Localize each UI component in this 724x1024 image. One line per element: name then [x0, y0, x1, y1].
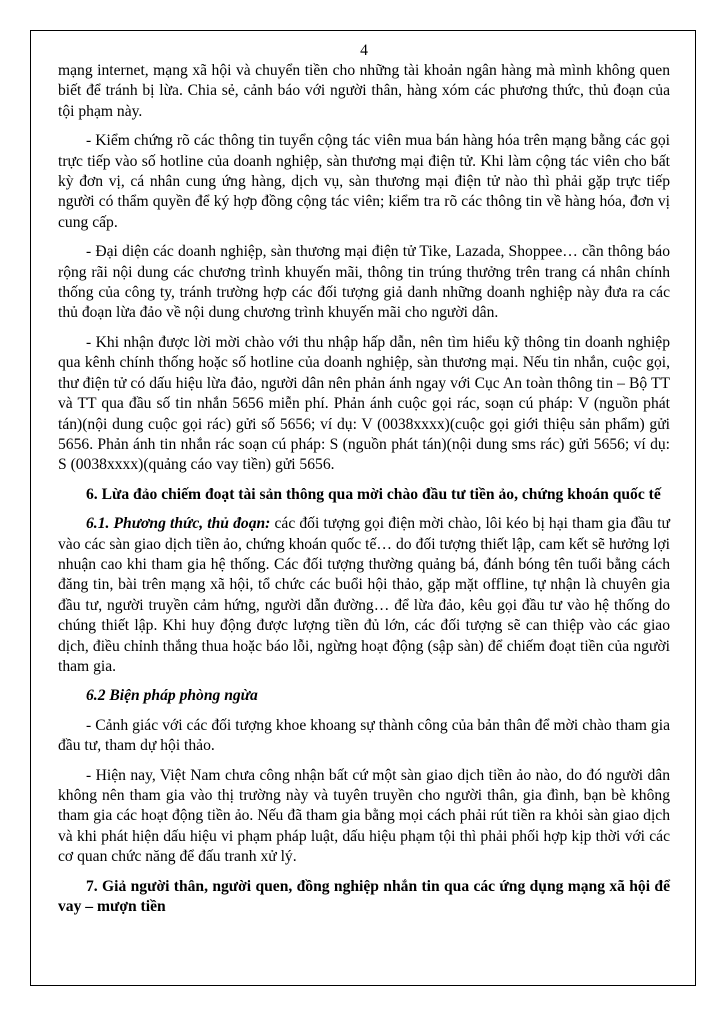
paragraph-continuation: mạng internet, mạng xã hội và chuyển tiền cho những tài khoản ngân hàng mà mình không quen biết để tránh bị lừa. Chia sẻ, cảnh báo với người thân, hàng xóm các phương thức, thủ đoạn của tội phạm này.: [58, 62, 670, 120]
page-number: 4: [360, 42, 368, 59]
section-6-2-paragraph-2: - Hiện nay, Việt Nam chưa công nhận bất cứ một sàn giao dịch tiền ảo nào, do đó người dân không nên tham gia vào thị trường này và tuyên truyền cho người thân, gia đình, bạn bè không tham gia các hoạt động tiền ảo. Nếu đã tham gia bằng mọi cách phải rút tiền ra khỏi sàn giao dịch và khi phát hiện dấu hiệu vi phạm pháp luật, dấu hiệu phạm tội thì phải phối hợp kịp thời với các cơ quan chức năng để đấu tranh xử lý.: [58, 766, 670, 866]
paragraph-ecommerce-representatives: - Đại diện các doanh nghiệp, sàn thương mại điện tử Tike, Lazada, Shoppee… cần thông báo rộng rãi nội dung các chương trình khuyến mãi, thông tin trúng thưởng trên trang cá nhân chính thống của công ty, tránh trường hợp các đối tượng giả danh những doanh nghiệp này đưa ra các thủ đoạn lừa đảo về nội dung chương trình khuyến mãi cho người dân.: [58, 243, 670, 322]
section-6-2-paragraph-1: - Cảnh giác với các đối tượng khoe khoang sự thành công của bản thân để mời chào tham gia đầu tư, tham dự hội thảo.: [58, 716, 670, 755]
page-content: [58, 42, 670, 926]
section-6-heading: 6. Lừa đảo chiếm đoạt tài sản thông qua mời chào đầu tư tiền ảo, chứng khoán quốc tế: [86, 485, 661, 503]
section-7-heading: 7. Giả người thân, người quen, đồng nghiệp nhắn tin qua các ứng dụng mạng xã hội để vay – mượn tiền: [58, 877, 670, 916]
paragraph-report-spam: - Khi nhận được lời mời chào với thu nhập hấp dẫn, nên tìm hiểu kỹ thông tin doanh nghiệp qua kênh chính thống hoặc số hotline của doanh nghiệp, sàn thương mại. Nếu tin nhắn, cuộc gọi, thư điện tử có dấu hiệu lừa đảo, người dân nên phản ánh ngay với Cục An toàn thông tin – Bộ TT và TT qua đầu số tin nhắn 5656 miễn phí. Phản ánh cuộc gọi rác, soạn cú pháp: V (nguồn phát tán)(nội dung cuộc gọi rác) gửi số 5656; ví dụ: V (0038xxxx)(cuộc gọi giới thiệu sản phẩm) gửi 5656. Phản ánh tin nhắn rác soạn cú pháp: S (nguồn phát tán)(nội dung sms rác) gửi 5656; ví dụ: S (0038xxxx)(quảng cáo vay tiền) gửi 5656.: [58, 333, 670, 474]
section-6-1-paragraph: [58, 514, 670, 677]
section-6-1-label: 6.1. Phương thức, thủ đoạn:: [86, 515, 271, 533]
paragraph-verify-recruitment: - Kiểm chứng rõ các thông tin tuyển cộng tác viên mua bán hàng hóa trên mạng bằng các gọi trực tiếp vào số hotline của doanh nghiệp, sàn thương mại điện tử. Khi làm cộng tác viên cho bất kỳ đơn vị, cá nhân cung ứng hàng, dịch vụ, sàn thương mại điện tử nào thì phải gặp trực tiếp người có thẩm quyền để ký hợp đồng cộng tác viên; kiểm tra rõ các thông tin về hàng hóa, đơn vị cung cấp.: [58, 132, 670, 231]
section-6-1-text: các đối tượng gọi điện mời chào, lôi kéo bị hại tham gia đầu tư vào các sàn giao dịch tiền ảo, chứng khoán quốc tế… do đối tượng thiết lập, cam kết sẽ hưởng lợi nhuận cao khi tham gia hệ thống. Các đối tượng thường quảng bá, đánh bóng tên tuổi bằng cách đăng tin, bài trên mạng xã hội, tổ chức các buổi hội thảo, gặp mặt offline, tự nhận là chuyên gia đầu tư, người truyền cảm hứng, người dẫn đường… để lừa đảo, kêu gọi đầu tư vào hệ thống do chúng thiết lập. Khi huy động được lượng tiền đủ lớn, các đối tượng sẽ can thiệp vào các giao dịch, điều chỉnh thắng thua hoặc báo lỗi, ngừng hoạt động (sập sàn) để chiếm đoạt tiền của người tham gia.: [58, 515, 670, 675]
section-6-2-heading: 6.2 Biện pháp phòng ngừa: [86, 687, 258, 705]
